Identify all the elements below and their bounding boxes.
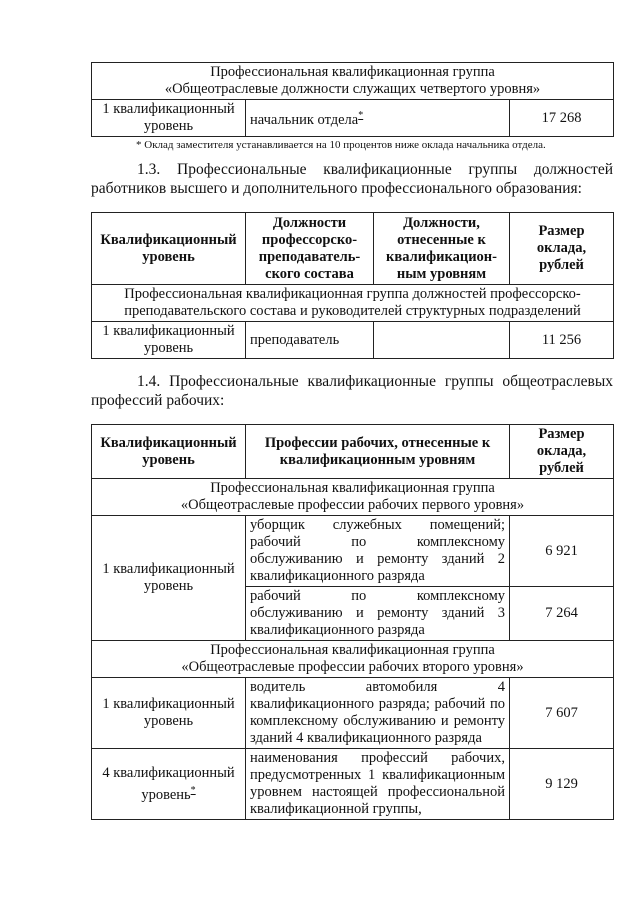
header-other-positions: Должности, отнесенные к квалификацион-ным уровням: [374, 213, 510, 285]
salary-table-1: [91, 62, 614, 137]
table-row: [92, 749, 614, 820]
salary-cell: 17 268: [510, 100, 614, 137]
salary-cell: 6 921: [510, 516, 614, 587]
group-title-1-line2: «Общеотраслевые профессии рабочих первого уровня»: [180, 497, 525, 513]
group-title: Профессиональная квалификационная группа должностей профессорско-преподавательского состава и руководителей структурных подразделений: [92, 285, 614, 322]
table-row: [92, 516, 614, 587]
salary-table-2: [91, 212, 614, 359]
profession-cell: водитель автомобиля 4 квалификационного разряда; рабочий по комплексному обслуживанию и ремонту зданий 4 квалификационного разряда: [246, 678, 510, 749]
group-title-2: [92, 641, 614, 678]
level-cell: 1 квалификационный уровень: [92, 322, 246, 359]
header-professions: Профессии рабочих, отнесенные к квалификационным уровням: [246, 425, 510, 479]
level-cell: [92, 749, 246, 820]
section-1-4-text: 1.4. Профессиональные квалификационные группы общеотраслевых профессий рабочих:: [91, 373, 613, 409]
profession-cell: рабочий по комплексному обслуживанию и ремонту зданий 3 квалификационного разряда: [246, 587, 510, 641]
header-row: [92, 213, 614, 285]
level-cell: 1 квалификационный уровень: [92, 516, 246, 641]
group-title-1-line1: Профессиональная квалификационная группа: [210, 480, 495, 496]
header-row: [92, 425, 614, 479]
group-title-2-line1: Профессиональная квалификационная группа: [210, 642, 495, 658]
header-faculty-positions: Должности профессорско-преподаватель-ского состава: [246, 213, 374, 285]
position-cell: преподаватель: [246, 322, 374, 359]
footnote: * Оклад заместителя устанавливается на 10 процентов ниже оклада начальника отдела.: [136, 139, 546, 151]
group-title-row: [92, 641, 614, 678]
group-title: [92, 63, 614, 100]
header-salary: Размер оклада, рублей: [510, 425, 614, 479]
header-level: Квалификационный уровень: [92, 425, 246, 479]
salary-cell: 11 256: [510, 322, 614, 359]
group-title-row: [92, 479, 614, 516]
level-cell: 1 квалификационный уровень: [92, 678, 246, 749]
header-salary: Размер оклада, рублей: [510, 213, 614, 285]
group-title-row: [92, 285, 614, 322]
group-title-line2: «Общеотраслевые должности служащих четвертого уровня»: [164, 81, 541, 97]
table-row: [92, 678, 614, 749]
footnote-marker: *: [190, 784, 196, 796]
table-row: [92, 100, 614, 137]
salary-cell: 7 264: [510, 587, 614, 641]
salary-cell: 7 607: [510, 678, 614, 749]
group-title-1: [92, 479, 614, 516]
group-title-row: [92, 63, 614, 100]
salary-table-3: [91, 424, 614, 820]
header-level: Квалификационный уровень: [92, 213, 246, 285]
level-text: 4 квалификационный уровень: [102, 764, 235, 803]
level-cell: 1 квалификационный уровень: [92, 100, 246, 137]
group-title-2-line2: «Общеотраслевые профессии рабочих второго уровня»: [181, 659, 524, 675]
section-1-3-text: 1.3. Профессиональные квалификационные группы должностей работников высшего и дополнительного профессионального образования:: [91, 161, 613, 197]
footnote-marker: *: [358, 110, 364, 122]
table-row: [92, 322, 614, 359]
profession-cell: наименования профессий рабочих, предусмотренных 1 квалификационным уровнем настоящей профессиональной квалификационной группы,: [246, 749, 510, 820]
group-title-line1: Профессиональная квалификационная группа: [210, 64, 495, 80]
position-text: начальник отдела: [250, 111, 359, 128]
position-cell: [246, 100, 510, 137]
salary-cell: 9 129: [510, 749, 614, 820]
other-position-cell: [374, 322, 510, 359]
profession-cell: уборщик служебных помещений; рабочий по комплексному обслуживанию и ремонту зданий 2 квалификационного разряда: [246, 516, 510, 587]
